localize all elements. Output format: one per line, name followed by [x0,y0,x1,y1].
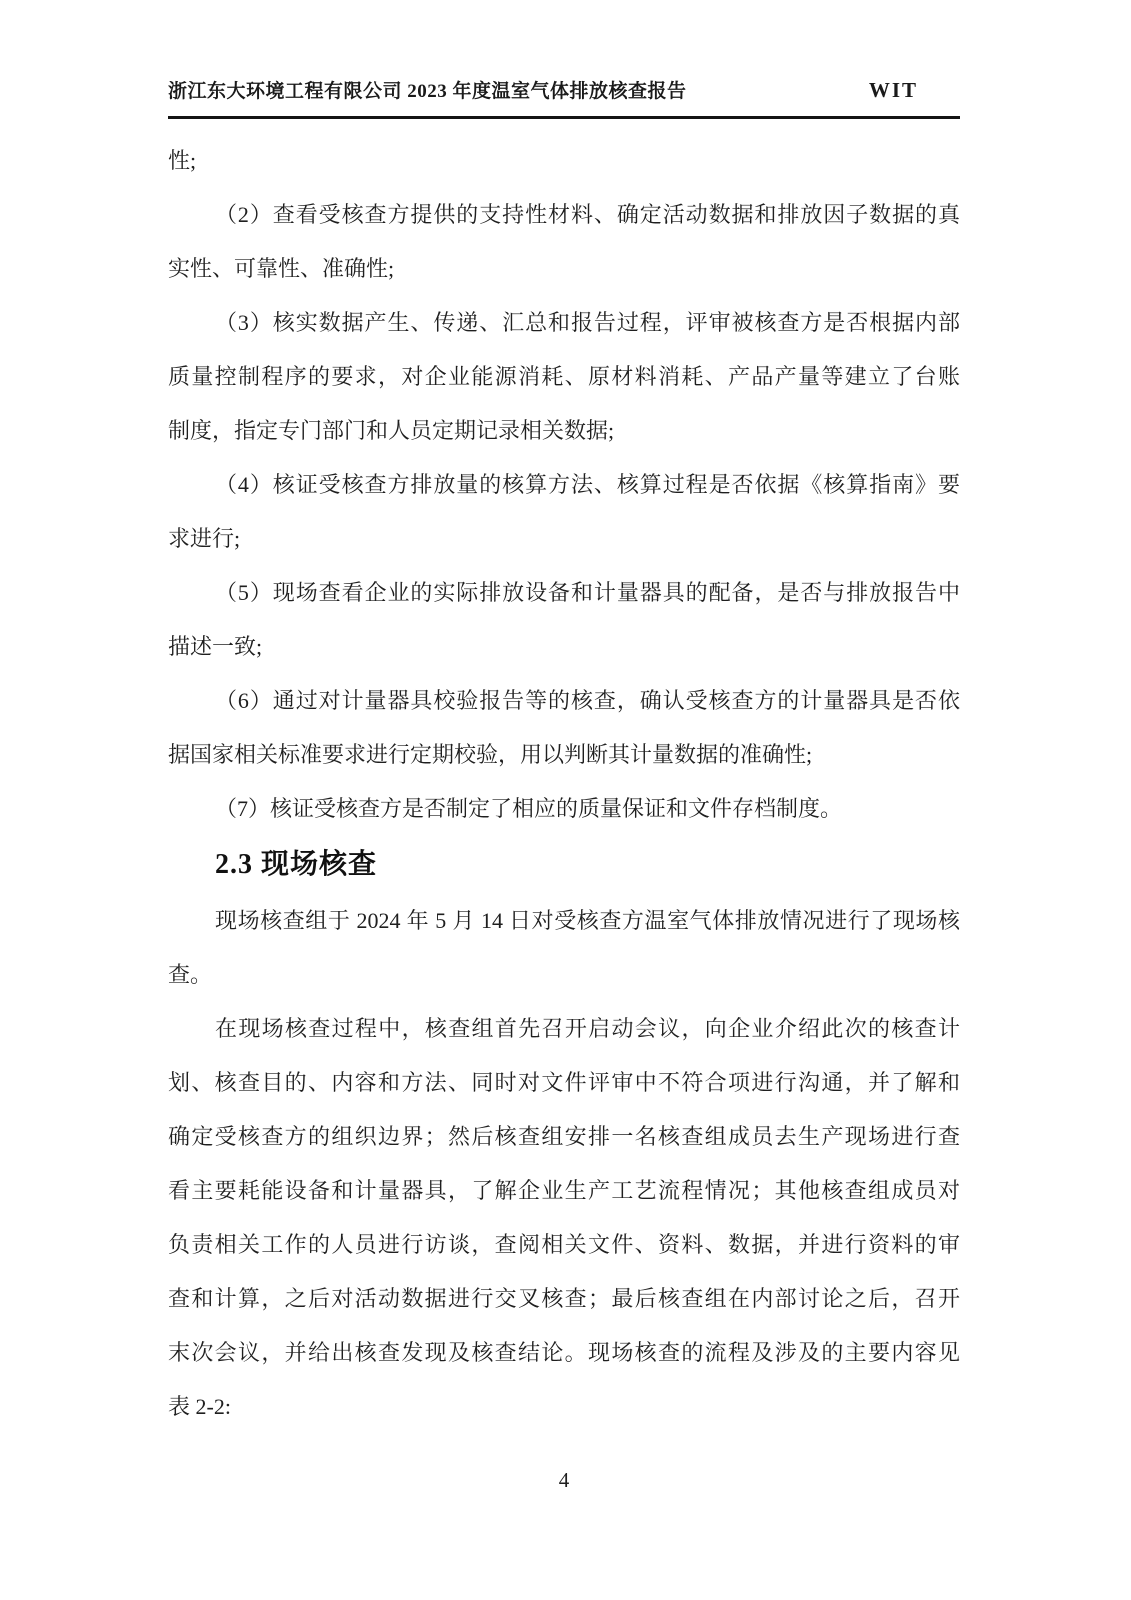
body-line: 查。 [168,962,213,987]
body-line: 确定受核查方的组织边界；然后核查组安排一名核查组成员去生产现场进行查 [168,1124,960,1149]
page-footer [168,1468,960,1493]
body-line: （5）现场查看企业的实际排放设备和计量器具的配备，是否与排放报告中 [215,580,960,605]
page-header [168,0,960,119]
body-line: （7）核证受核查方是否制定了相应的质量保证和文件存档制度。 [215,796,843,821]
body-line: 性; [168,148,197,173]
body-line: 实性、可靠性、准确性; [168,256,395,281]
body-line: 求进行; [168,526,241,551]
body-line: 末次会议，并给出核查发现及核查结论。现场核查的流程及涉及的主要内容见 [168,1340,960,1365]
body-line: 质量控制程序的要求，对企业能源消耗、原材料消耗、产品产量等建立了台账 [168,364,960,389]
body-line: 制度，指定专门部门和人员定期记录相关数据; [168,418,615,443]
body-line: （3）核实数据产生、传递、汇总和报告过程，评审被核查方是否根据内部 [215,310,960,335]
body-line: 表 2-2: [168,1394,231,1419]
body-line: （4）核证受核查方排放量的核算方法、核算过程是否依据《核算指南》要 [215,472,960,497]
body-line: （2）查看受核查方提供的支持性材料、确定活动数据和排放因子数据的真 [215,202,960,227]
body-line: 查和计算，之后对活动数据进行交叉核查；最后核查组在内部讨论之后，召开 [168,1286,960,1311]
header-logo-text: WIT [868,78,918,102]
page-number: 4 [558,1468,570,1492]
body-line: （6）通过对计量器具校验报告等的核查，确认受核查方的计量器具是否依 [215,688,960,713]
body-line: 现场核查组于 2024 年 5 月 14 日对受核查方温室气体排放情况进行了现场核 [215,908,960,933]
section-heading: 2.3 现场核查 [215,849,378,880]
body-line: 负责相关工作的人员进行访谈，查阅相关文件、资料、数据，并进行资料的审 [168,1232,960,1257]
body-line: 描述一致; [168,634,263,659]
body-line: 看主要耗能设备和计量器具，了解企业生产工艺流程情况；其他核查组成员对 [168,1178,960,1203]
document-body [168,134,960,1434]
body-line: 据国家相关标准要求进行定期校验，用以判断其计量数据的准确性; [168,742,813,767]
body-line: 在现场核查过程中，核查组首先召开启动会议，向企业介绍此次的核查计 [215,1016,960,1041]
body-line: 划、核查目的、内容和方法、同时对文件评审中不符合项进行沟通，并了解和 [168,1070,960,1095]
header-document-title: 浙江东大环境工程有限公司 2023 年度温室气体排放核查报告 [168,81,687,102]
